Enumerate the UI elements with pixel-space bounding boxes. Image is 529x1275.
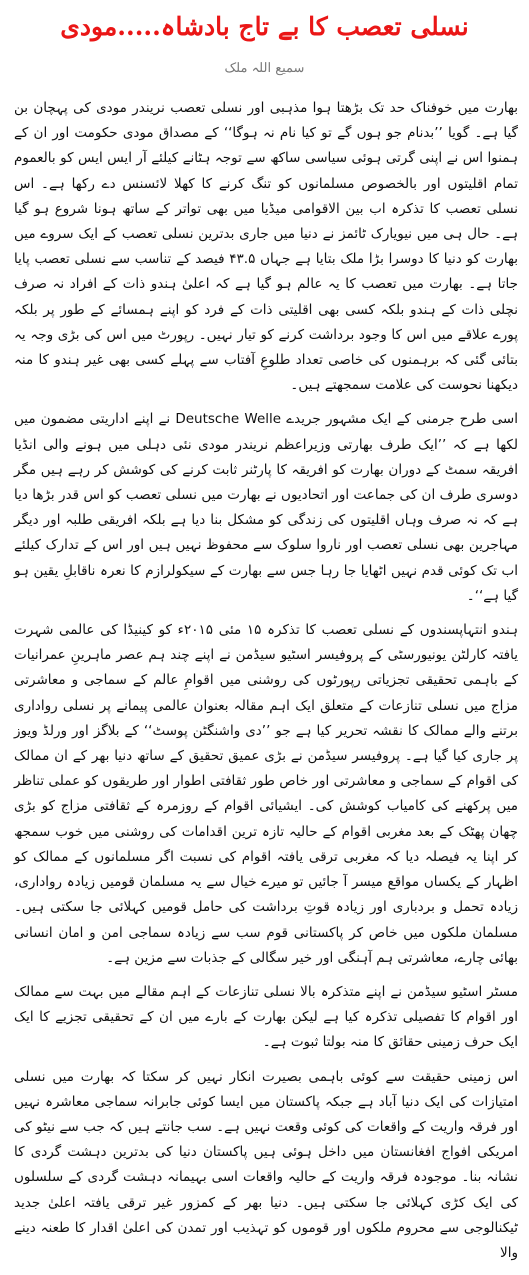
article-paragraph: بھارت میں خوفناک حد تک بڑھتا ہوا مذہبی اور نسلی تعصب نریندر مودی کی پہچان بن گیا ہے۔ گویا ’’بدنام جو ہوں گے تو کیا نام نہ ہوگا‘‘ کے مصداق مودی حکومت اور ان کے ہمنوا اس نے اپنی گرتی ہوئی سیاسی ساکھ سے توجہ ہٹانے کیلئے آر ایس ایس کو بالعموم تمام اقلیتوں اور بالخصوص مسلمانوں کو تنگ کرنے کا کھلا لائسنس دے رکھا ہے۔ اس نسلی تعصب کا تذکرہ اب بین الاقوامی میڈیا میں بھی تواتر کے ساتھ ہونا شروع ہو گیا ہے۔ حال ہی میں نیویارک ٹائمز نے دنیا میں جاری بدترین نسلی تعصب کے ایک سروے میں بھارت کو دنیا کا دوسرا بڑا ملک بتایا ہے جہاں ۴۳.۵ فیصد کے تناسب سے نسلی تعصب پایا جاتا ہے۔ بھارت میں تعصب کا یہ عالم ہو گیا ہے کہ اعلیٰ ہندو ذات کے افراد نہ صرف نچلی ذات کے ہندو بلکہ کسی بھی اقلیتی ذات کے فرد کو اپنے ہمسائے کے طور پر بلکہ پورے علاقے میں اس کا وجود برداشت کرنے کو تیار نہیں۔ رپورٹ میں اس کی بڑی وجہ یہ بتائی گئی کہ برہمنوں کی خاصی تعداد طلوعِ آفتاب سے پہلے کسی بھی غیر ہندو کا منہ دیکھنا نحوست کی علامت سمجھتے ہیں۔ [14,100,518,394]
article-paragraph: اس زمینی حقیقت سے کوئی باہمی بصیرت انکار نہیں کر سکتا کہ بھارت میں نسلی امتیازات کی ایک دنیا آباد ہے جبکہ پاکستان میں ایسا کوئی جابرانہ سماجی معاشرہ نہیں اور فرقہ واریت کے واقعات کی کوئی وقعت نہیں ہے۔ سب جانتے ہیں کہ جب سے نیٹو کی امریکی افواج افغانستان میں داخل ہوئی ہیں پاکستان دنیا کی بدترین دہشت گردی کا نشانہ بنا۔ موجودہ فرقہ واریت کے حالیہ واقعات اسی بہیمانہ دہشت گردی کے سلسلوں کی ایک کڑی کہلائی جا سکتی ہیں۔ دنیا بھر کے کمزور غیر ترقی یافتہ اعلیٰ جدید ٹیکنالوجی سے محروم ملکوں اور قوموں کو تہذیب اور تمدن کی اعلیٰ اقدار کا طعنہ دینے والا [14,1068,518,1261]
article-body [14,96,518,1275]
article-title: نسلی تعصب کا بے تاج بادشاہ.....مودی [60,12,469,41]
article-paragraph: اسی طرح جرمنی کے ایک مشہور جریدے Deutsche Welle نے اپنے اداریتی مضمون میں لکھا ہے کہ ’’ایک طرف بھارتی وزیراعظم نریندر مودی نئی دہلی میں ہونے والی انڈیا افریقہ سمٹ کے دوران بھارت کو افریقہ کا پارٹنر ثابت کرنے کی کوشش کر رہے ہیں مگر دوسری طرف ان کی جماعت اور اتحادیوں نے بھارت میں نسلی تعصب کو اس قدر بڑھا دیا ہے کہ نہ صرف وہاں اقلیتوں کی زندگی کو مشکل بنا دیا ہے بلکہ افریقی طلبہ اور دیگر مہاجرین بھی نسلی تعصب اور ناروا سلوک سے محفوظ نہیں ہیں اور اس کے تدارک کیلئے اب تک کوئی قدم نہیں اٹھایا جا رہا جس سے بھارت کے سیکولرازم کا نعرہ ناقابلِ یقین ہو گیا ہے‘‘۔ [14,411,518,604]
article-paragraph: ہندو انتہاپسندوں کے نسلی تعصب کا تذکرہ ۱۵ مئی ۲۰۱۵ء کو کینیڈا کی عالمی شہرت یافتہ کارلٹن یونیورسٹی کے پروفیسر اسٹیو سیڈمن نے اپنے چند ہم عصر ماہرینِ عمرانیات کے باہمی تحقیقی تجزیاتی رپورٹوں کی روشنی میں اقوامِ عالم کے سماجی و معاشرتی مزاج میں نسلی تنازعات کے متعلق ایک اہم مقالہ بعنوان عالمی پیمانے پر نسلی رواداری برتنے والے ممالک کا نقشہ تحریر کیا ہے جو ’’دی واشنگٹن پوسٹ‘‘ کے بلاگز اور ورلڈ ویوز پر جاری کیا گیا ہے۔ پروفیسر سیڈمن نے بڑی عمیق تحقیق کے ساتھ دنیا بھر کے ان ممالک کی اقوام کے سماجی و معاشرتی اور خاص طور ثقافتی اطوار اور طریقوں کو عملی تناظر میں پرکھنے کی کامیاب کوشش کی۔ ایشیائی اقوام کے روزمرہ کے ثقافتی مزاج کو بڑی چھان پھٹک کے بعد مغربی اقوام کے حالیہ تازہ ترین اقدامات کی روشنی میں خوب سمجھ کر اپنا یہ فیصلہ دیا کہ مغربی ترقی یافتہ اقوام کی نسبت اگر مسلمانوں کے ممالک کو اظہار کے یکساں مواقع میسر آ جائیں تو میرے خیال سے یہ مسلمان قومیں زیادہ رواداری، زیادہ تحمل و بردباری اور زیادہ قوتِ برداشت کی حامل قومیں کہلائی جا سکتی ہیں۔ مسلمان ملکوں میں خاص کر پاکستانی قوم سب سے زیادہ سماجی امن و امان انسانی بھائی چارے، معاشرتی ہم آہنگی اور خیر سگالی کے جذبات سے مزین ہے۔ [14,622,518,966]
article-paragraph: مسٹر اسٹیو سیڈمن نے اپنے متذکرہ بالا نسلی تنازعات کے اہم مقالے میں بہت سے ممالک اور اقوام کا تفصیلی تذکرہ کیا ہے لیکن بھارت کے بارے میں ان کے تحقیقی تجزیے کا ایک ایک حرف زمینی حقائق کا منہ بولتا ثبوت ہے۔ [14,983,518,1051]
author-byline: سمیع اللہ ملک [224,61,305,76]
